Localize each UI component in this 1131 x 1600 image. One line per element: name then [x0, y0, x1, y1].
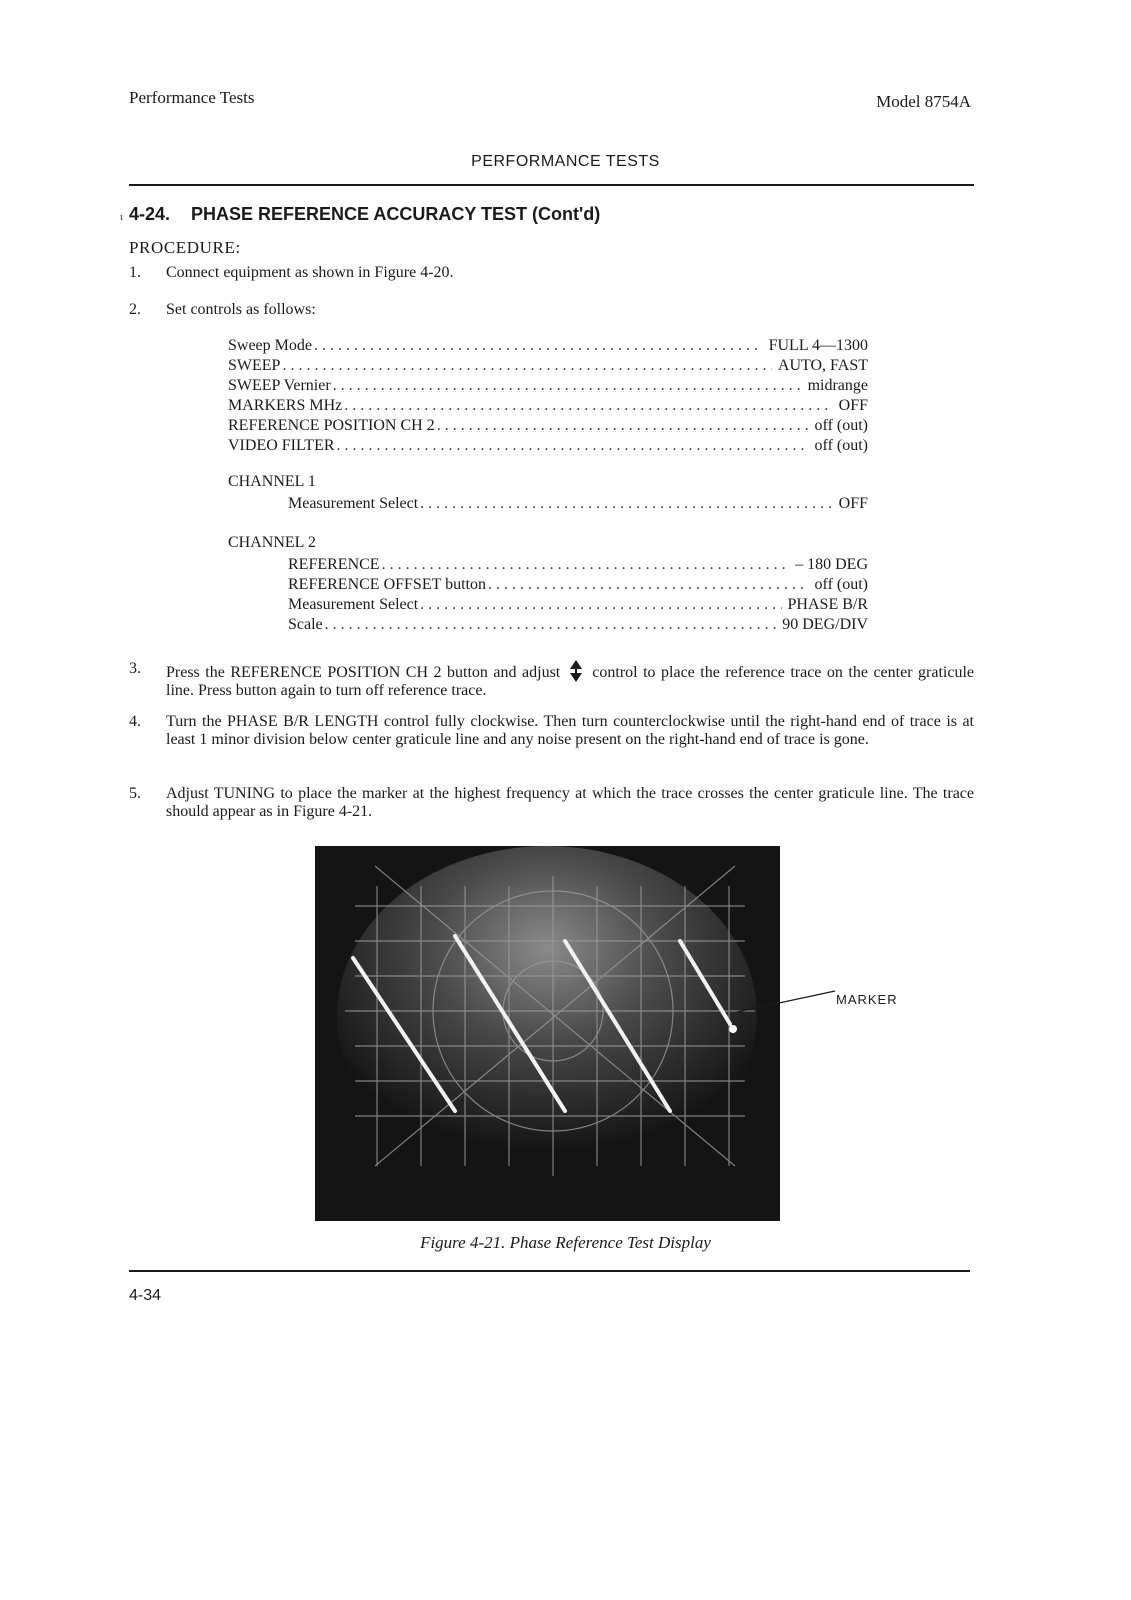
paragraph-number: 4-24.: [129, 204, 171, 224]
control-row: [228, 555, 868, 575]
procedure-label: PROCEDURE:: [129, 238, 241, 257]
header-rule: [129, 184, 974, 186]
leader-dots: [333, 376, 802, 396]
control-settings-channel-2: [228, 533, 868, 635]
margin-tick: ι: [120, 212, 123, 223]
leader-dots: [337, 436, 809, 456]
leader-dots: [488, 575, 809, 595]
step-number: 3.: [129, 660, 141, 677]
control-label: REFERENCE OFFSET button: [288, 576, 486, 593]
control-label: Measurement Select: [288, 495, 419, 512]
control-row: [228, 575, 868, 595]
step-text: Connect equipment as shown in Figure 4-20.: [166, 264, 454, 281]
channel-heading: CHANNEL 1: [228, 473, 316, 490]
control-label: Scale: [288, 616, 323, 633]
step-text: Turn the PHASE B/R LENGTH control fully clockwise. Then turn counterclockwise until the right-hand end of trace is at least 1 minor division below center graticule line and any noise present on the right-hand end of trace is gone.: [166, 713, 974, 748]
leader-dots: [420, 494, 832, 514]
channel-heading: CHANNEL 2: [228, 534, 316, 551]
paragraph-heading: [129, 204, 600, 225]
marker-dot: [729, 1025, 737, 1033]
control-label: SWEEP Vernier: [228, 377, 331, 394]
control-row: [228, 376, 868, 396]
control-row: [228, 615, 868, 635]
leader-dots: [325, 615, 777, 635]
step-text-part-b: control to place the reference trace on the center graticule line. Press button again to turn off reference trace.: [166, 664, 975, 699]
control-label: SWEEP: [228, 357, 281, 374]
control-value: off (out): [814, 417, 868, 434]
control-value: PHASE B/R: [787, 596, 868, 613]
up-down-arrow-icon: [570, 660, 582, 682]
control-value: OFF: [838, 397, 868, 414]
control-label: Sweep Mode: [228, 337, 312, 354]
marker-callout: MARKER: [836, 992, 898, 1007]
control-row: [228, 595, 868, 615]
leader-dots: [420, 595, 781, 615]
control-value: midrange: [807, 377, 868, 394]
control-label: VIDEO FILTER: [228, 437, 335, 454]
control-row: [228, 336, 868, 356]
section-title: PERFORMANCE TESTS: [471, 153, 660, 170]
control-settings-channel-1: [228, 472, 868, 514]
control-label: REFERENCE: [288, 556, 380, 573]
running-header-right: Model 8754A: [876, 92, 971, 111]
marker-leader-line: [735, 985, 840, 1015]
control-row: [228, 416, 868, 436]
running-header-left: Performance Tests: [129, 88, 255, 107]
control-value: – 180 DEG: [795, 556, 868, 573]
control-value: 90 DEG/DIV: [782, 616, 868, 633]
step-text: [166, 660, 974, 700]
step-number: 2.: [129, 301, 141, 318]
leader-dots: [344, 396, 832, 416]
control-label: MARKERS MHz: [228, 397, 343, 414]
control-value: AUTO, FAST: [777, 357, 868, 374]
step-number: 1.: [129, 264, 141, 281]
leader-dots: [382, 555, 790, 575]
control-label: REFERENCE POSITION CH 2: [228, 417, 435, 434]
step-text: Adjust TUNING to place the marker at the highest frequency at which the trace crosses the center graticule line. The trace should appear as in Figure 4-21.: [166, 785, 974, 820]
paragraph-title: PHASE REFERENCE ACCURACY TEST (Cont'd): [191, 204, 601, 224]
step-text-part-a: Press the REFERENCE POSITION CH 2 button and adjust: [166, 664, 561, 681]
control-value: off (out): [814, 437, 868, 454]
step-number: 4.: [129, 713, 141, 730]
leader-dots: [282, 356, 771, 376]
leader-dots: [437, 416, 809, 436]
control-row: [228, 356, 868, 376]
step-number: 5.: [129, 785, 141, 802]
footer-rule: [129, 1270, 970, 1272]
crt-display-photo: [315, 846, 780, 1221]
control-value: FULL 4—1300: [768, 337, 868, 354]
crt-display-graphic: [315, 846, 780, 1221]
step-text: Set controls as follows:: [166, 301, 316, 318]
control-row: [228, 396, 868, 416]
control-value: off (out): [814, 576, 868, 593]
control-value: OFF: [838, 495, 868, 512]
page-number: 4-34: [129, 1287, 162, 1304]
figure-caption: Figure 4-21. Phase Reference Test Display: [420, 1233, 711, 1252]
control-row: [228, 436, 868, 456]
leader-dots: [314, 336, 763, 356]
control-row: [228, 494, 868, 514]
control-label: Measurement Select: [288, 596, 419, 613]
control-settings-general: [228, 336, 868, 456]
